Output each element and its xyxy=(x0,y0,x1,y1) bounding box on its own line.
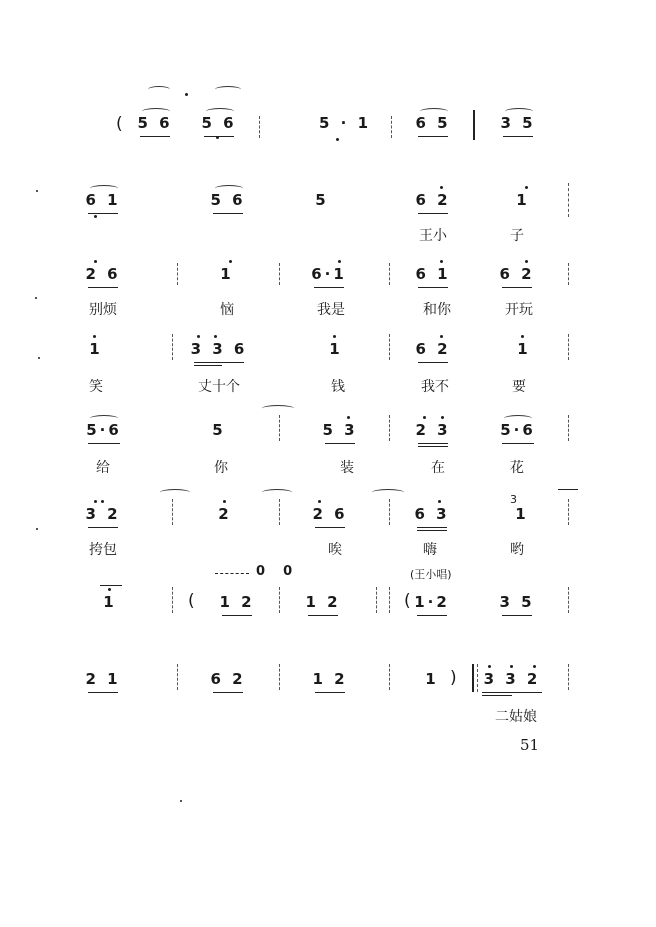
note-group: 1 2 xyxy=(312,670,348,688)
score-row-2 xyxy=(0,183,656,253)
note-group: 3 2 xyxy=(85,505,121,523)
open-paren: ( xyxy=(188,591,195,611)
lyric: 恼 xyxy=(220,302,234,318)
lyric: 开玩 xyxy=(505,302,533,318)
note-group: 1 xyxy=(517,340,531,358)
score-row-4 xyxy=(0,340,656,410)
note-group: 3 3 6 xyxy=(190,340,248,358)
interlude-rests: 0 0 xyxy=(256,564,293,579)
lyric: 我不 xyxy=(421,379,449,395)
note-group: 6 1 xyxy=(415,265,451,283)
open-paren: ( xyxy=(116,114,123,134)
lyric: 二姑娘 xyxy=(495,709,537,725)
note-group: 6 2 xyxy=(499,265,535,283)
score-row-1 xyxy=(0,100,656,170)
lyric: 哟 xyxy=(510,542,524,558)
lyric: 和你 xyxy=(423,302,451,318)
note-group: 1·2 xyxy=(414,593,450,611)
lyric: 给 xyxy=(96,460,110,476)
note-group: 5 6 xyxy=(137,114,173,132)
note-group: 5 6 xyxy=(201,114,237,132)
close-paren: ) xyxy=(450,668,457,688)
score-row-7 xyxy=(0,593,656,663)
open-paren: ( xyxy=(404,591,411,611)
scan-speck xyxy=(180,800,182,802)
singer-note: (王小唱) xyxy=(410,568,452,581)
note-group: 6·1 xyxy=(311,265,347,283)
note-group: 6 5 xyxy=(415,114,451,132)
note-group: 1 xyxy=(103,593,117,611)
note-group: 6 3 xyxy=(414,505,450,523)
note-group: 1 xyxy=(516,191,530,209)
note-group: 2 6 xyxy=(312,505,348,523)
note-group: 3 3 2 xyxy=(483,670,541,688)
note-group: 1 xyxy=(515,505,529,523)
note-group: 5 6 xyxy=(210,191,246,209)
lyric: 你 xyxy=(214,460,228,476)
note-group: 5·6 xyxy=(500,421,536,439)
lyric: 唉 xyxy=(328,542,342,558)
scan-speck xyxy=(38,357,40,359)
lyric: 子 xyxy=(510,228,524,244)
note-group: 6 1 xyxy=(85,191,121,209)
lyric: 丈十个 xyxy=(198,379,240,395)
lyric: 嗨 xyxy=(423,542,437,558)
note-group: 3 5 xyxy=(499,593,535,611)
note-group: 5·6 xyxy=(86,421,122,439)
lyric: 花 xyxy=(510,460,524,476)
note-group: 6 2 xyxy=(210,670,246,688)
note-group: 2 xyxy=(218,505,232,523)
note-group: 2 6 xyxy=(85,265,121,283)
note-group: 2 1 xyxy=(85,670,121,688)
note-group: 5 · 1 xyxy=(318,114,372,132)
score-row-5 xyxy=(0,421,656,491)
lyric: 要 xyxy=(512,379,526,395)
lyric: 王小 xyxy=(419,228,447,244)
scan-speck xyxy=(36,528,38,530)
note-group: 5 xyxy=(315,191,329,209)
lyric: 钱 xyxy=(331,379,345,395)
score-row-6 xyxy=(0,493,656,575)
score-row-3 xyxy=(0,263,656,333)
lyric: 笑 xyxy=(89,379,103,395)
grace-note: 3 xyxy=(510,493,517,506)
note-group: 1 2 xyxy=(219,593,255,611)
score-row-8 xyxy=(0,670,656,740)
lyric: 我是 xyxy=(317,302,345,318)
note-group: 1 2 xyxy=(305,593,341,611)
scan-speck xyxy=(35,297,37,299)
note-group: 6 2 xyxy=(415,340,451,358)
page-number: 51 xyxy=(520,736,540,754)
lyric: 在 xyxy=(431,460,445,476)
lyric: 装 xyxy=(340,460,354,476)
note-group: 3 5 xyxy=(500,114,536,132)
lyric: 别烦 xyxy=(89,302,117,318)
lyric: 挎包 xyxy=(89,542,117,558)
note-group: 1 xyxy=(425,670,439,688)
note-group: 2 3 xyxy=(415,421,451,439)
note-group: 6 2 xyxy=(415,191,451,209)
note-group: 1 xyxy=(220,265,234,283)
scan-speck xyxy=(36,190,38,192)
note-group: 1 xyxy=(89,340,103,358)
note-group: 1 xyxy=(329,340,343,358)
note-group: 5 3 xyxy=(322,421,358,439)
note-group: 5 xyxy=(212,421,226,439)
